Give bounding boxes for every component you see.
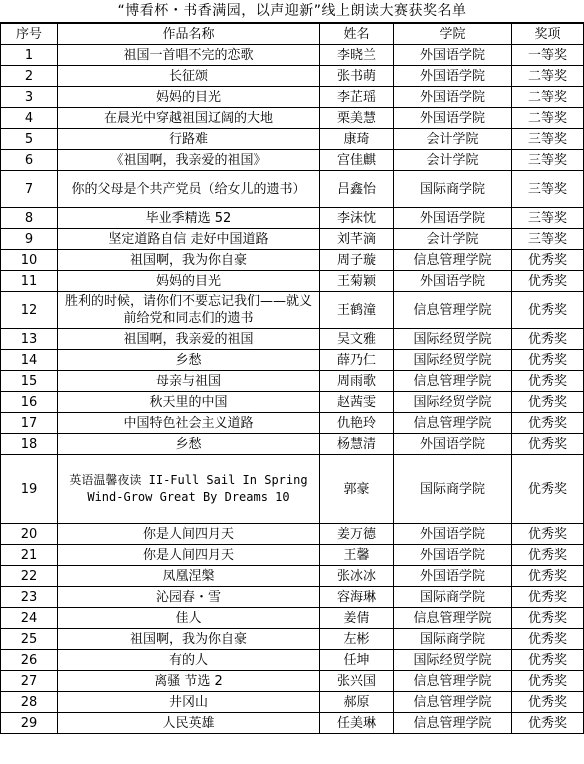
award-level: 优秀奖 — [512, 713, 584, 734]
award-level: 二等奖 — [512, 66, 584, 87]
award-level: 优秀奖 — [512, 524, 584, 545]
table-row — [1, 129, 584, 150]
work-title: 祖国啊，我为你自豪 — [58, 629, 320, 650]
award-level: 优秀奖 — [512, 671, 584, 692]
college-name: 外国语学院 — [394, 108, 512, 129]
college-name: 信息管理学院 — [394, 692, 512, 713]
work-title: 凤凰涅槃 — [58, 566, 320, 587]
work-title: 秋天里的中国 — [58, 392, 320, 413]
participant-name: 王馨 — [320, 545, 394, 566]
college-name: 会计学院 — [394, 150, 512, 171]
table-row — [1, 87, 584, 108]
work-title: 祖国一首唱不完的恋歌 — [58, 45, 320, 66]
row-number: 6 — [1, 150, 58, 171]
work-title: 人民英雄 — [58, 713, 320, 734]
work-title: 英语温馨夜读 II-Full Sail In Spring Wind-Grow Great By Dreams 10 — [58, 455, 320, 524]
row-number: 1 — [1, 45, 58, 66]
table-row — [1, 350, 584, 371]
work-title: 你是人间四月天 — [58, 545, 320, 566]
participant-name: 薛乃仁 — [320, 350, 394, 371]
row-number: 12 — [1, 292, 58, 329]
participant-name: 仇艳玲 — [320, 413, 394, 434]
work-title: 毕业季精选 52 — [58, 208, 320, 229]
college-name: 外国语学院 — [394, 208, 512, 229]
award-level: 三等奖 — [512, 171, 584, 208]
work-title: 母亲与祖国 — [58, 371, 320, 392]
table-row — [1, 713, 584, 734]
header-number: 序号 — [1, 24, 58, 45]
college-name: 信息管理学院 — [394, 292, 512, 329]
participant-name: 张冰冰 — [320, 566, 394, 587]
award-level: 优秀奖 — [512, 271, 584, 292]
award-level: 优秀奖 — [512, 608, 584, 629]
award-level: 优秀奖 — [512, 250, 584, 271]
participant-name: 姜倩 — [320, 608, 394, 629]
work-title: 坚定道路自信 走好中国道路 — [58, 229, 320, 250]
college-name: 外国语学院 — [394, 271, 512, 292]
participant-name: 张兴国 — [320, 671, 394, 692]
table-row — [1, 434, 584, 455]
award-level: 优秀奖 — [512, 413, 584, 434]
table-row — [1, 545, 584, 566]
table-row — [1, 608, 584, 629]
table-row — [1, 671, 584, 692]
work-title: 在晨光中穿越祖国辽阔的大地 — [58, 108, 320, 129]
college-name: 会计学院 — [394, 229, 512, 250]
header-college: 学院 — [394, 24, 512, 45]
work-title: 你是人间四月天 — [58, 524, 320, 545]
participant-name: 周雨歌 — [320, 371, 394, 392]
college-name: 外国语学院 — [394, 45, 512, 66]
college-name: 信息管理学院 — [394, 608, 512, 629]
work-title: 你的父母是个共产党员（给女儿的遗书） — [58, 171, 320, 208]
table-row — [1, 108, 584, 129]
college-name: 外国语学院 — [394, 434, 512, 455]
college-name: 国际经贸学院 — [394, 392, 512, 413]
table-row — [1, 329, 584, 350]
participant-name: 王鹤潼 — [320, 292, 394, 329]
participant-name: 张书萌 — [320, 66, 394, 87]
participant-name: 赵茜雯 — [320, 392, 394, 413]
college-name: 信息管理学院 — [394, 371, 512, 392]
work-title: 沁园春・雪 — [58, 587, 320, 608]
table-row — [1, 413, 584, 434]
row-number: 17 — [1, 413, 58, 434]
row-number: 25 — [1, 629, 58, 650]
participant-name: 李芷瑶 — [320, 87, 394, 108]
award-level: 优秀奖 — [512, 545, 584, 566]
award-level: 优秀奖 — [512, 650, 584, 671]
college-name: 国际商学院 — [394, 455, 512, 524]
award-level: 优秀奖 — [512, 392, 584, 413]
table-row — [1, 455, 584, 524]
work-title: 祖国啊，我为你自豪 — [58, 250, 320, 271]
row-number: 7 — [1, 171, 58, 208]
participant-name: 周子璇 — [320, 250, 394, 271]
work-title: 有的人 — [58, 650, 320, 671]
work-title: 《祖国啊，我亲爱的祖国》 — [58, 150, 320, 171]
award-level: 优秀奖 — [512, 692, 584, 713]
award-table — [0, 23, 584, 734]
document-title: “博看杯・书香满园，以声迎新”线上朗读大赛获奖名单 — [0, 0, 584, 23]
row-number: 29 — [1, 713, 58, 734]
college-name: 国际经贸学院 — [394, 650, 512, 671]
participant-name: 郭豪 — [320, 455, 394, 524]
participant-name: 刘芊滴 — [320, 229, 394, 250]
work-title: 井冈山 — [58, 692, 320, 713]
work-title: 祖国啊，我亲爱的祖国 — [58, 329, 320, 350]
award-level: 优秀奖 — [512, 629, 584, 650]
row-number: 27 — [1, 671, 58, 692]
participant-name: 栗美慧 — [320, 108, 394, 129]
row-number: 11 — [1, 271, 58, 292]
table-row — [1, 229, 584, 250]
award-level: 优秀奖 — [512, 292, 584, 329]
table-row — [1, 250, 584, 271]
table-row — [1, 292, 584, 329]
work-title: 乡愁 — [58, 434, 320, 455]
college-name: 会计学院 — [394, 129, 512, 150]
row-number: 15 — [1, 371, 58, 392]
work-title: 乡愁 — [58, 350, 320, 371]
header-work-title: 作品名称 — [58, 24, 320, 45]
college-name: 国际商学院 — [394, 171, 512, 208]
table-row — [1, 587, 584, 608]
participant-name: 王菊颖 — [320, 271, 394, 292]
work-title: 中国特色社会主义道路 — [58, 413, 320, 434]
participant-name: 吴文雅 — [320, 329, 394, 350]
table-row — [1, 208, 584, 229]
row-number: 28 — [1, 692, 58, 713]
table-row — [1, 692, 584, 713]
award-level: 三等奖 — [512, 208, 584, 229]
award-level: 二等奖 — [512, 87, 584, 108]
award-level: 一等奖 — [512, 45, 584, 66]
row-number: 8 — [1, 208, 58, 229]
row-number: 23 — [1, 587, 58, 608]
table-body — [1, 45, 584, 734]
work-title: 妈妈的目光 — [58, 87, 320, 108]
award-level: 优秀奖 — [512, 371, 584, 392]
college-name: 国际商学院 — [394, 587, 512, 608]
participant-name: 郝原 — [320, 692, 394, 713]
award-level: 三等奖 — [512, 229, 584, 250]
row-number: 3 — [1, 87, 58, 108]
participant-name: 姜万德 — [320, 524, 394, 545]
table-row — [1, 524, 584, 545]
award-level: 优秀奖 — [512, 329, 584, 350]
table-row — [1, 271, 584, 292]
table-row — [1, 66, 584, 87]
college-name: 国际经贸学院 — [394, 329, 512, 350]
header-name: 姓名 — [320, 24, 394, 45]
row-number: 19 — [1, 455, 58, 524]
participant-name: 容海琳 — [320, 587, 394, 608]
participant-name: 康琦 — [320, 129, 394, 150]
table-row — [1, 566, 584, 587]
college-name: 信息管理学院 — [394, 413, 512, 434]
table-row — [1, 171, 584, 208]
award-level: 优秀奖 — [512, 455, 584, 524]
row-number: 2 — [1, 66, 58, 87]
college-name: 国际商学院 — [394, 629, 512, 650]
work-title: 离骚 节选 2 — [58, 671, 320, 692]
college-name: 国际经贸学院 — [394, 350, 512, 371]
participant-name: 左彬 — [320, 629, 394, 650]
work-title: 佳人 — [58, 608, 320, 629]
table-row — [1, 45, 584, 66]
participant-name: 杨慧清 — [320, 434, 394, 455]
table-row — [1, 392, 584, 413]
award-level: 三等奖 — [512, 150, 584, 171]
college-name: 信息管理学院 — [394, 713, 512, 734]
work-title: 长征颂 — [58, 66, 320, 87]
work-title: 胜利的时候，请你们不要忘记我们——就义前给党和同志们的遗书 — [58, 292, 320, 329]
award-level: 三等奖 — [512, 129, 584, 150]
table-row — [1, 650, 584, 671]
row-number: 5 — [1, 129, 58, 150]
row-number: 22 — [1, 566, 58, 587]
header-row — [1, 24, 584, 45]
award-level: 优秀奖 — [512, 566, 584, 587]
award-level: 二等奖 — [512, 108, 584, 129]
table-row — [1, 150, 584, 171]
row-number: 14 — [1, 350, 58, 371]
row-number: 20 — [1, 524, 58, 545]
award-level: 优秀奖 — [512, 350, 584, 371]
college-name: 外国语学院 — [394, 87, 512, 108]
row-number: 26 — [1, 650, 58, 671]
participant-name: 宫佳麒 — [320, 150, 394, 171]
table-row — [1, 629, 584, 650]
college-name: 外国语学院 — [394, 66, 512, 87]
award-level: 优秀奖 — [512, 434, 584, 455]
work-title: 妈妈的目光 — [58, 271, 320, 292]
participant-name: 李晓兰 — [320, 45, 394, 66]
row-number: 18 — [1, 434, 58, 455]
participant-name: 任美琳 — [320, 713, 394, 734]
college-name: 信息管理学院 — [394, 671, 512, 692]
row-number: 10 — [1, 250, 58, 271]
participant-name: 任坤 — [320, 650, 394, 671]
participant-name: 李沫忱 — [320, 208, 394, 229]
award-level: 优秀奖 — [512, 587, 584, 608]
college-name: 外国语学院 — [394, 524, 512, 545]
row-number: 21 — [1, 545, 58, 566]
header-award: 奖项 — [512, 24, 584, 45]
college-name: 外国语学院 — [394, 545, 512, 566]
row-number: 4 — [1, 108, 58, 129]
table-row — [1, 371, 584, 392]
college-name: 信息管理学院 — [394, 250, 512, 271]
work-title: 行路难 — [58, 129, 320, 150]
row-number: 13 — [1, 329, 58, 350]
row-number: 9 — [1, 229, 58, 250]
participant-name: 吕鑫怡 — [320, 171, 394, 208]
row-number: 24 — [1, 608, 58, 629]
college-name: 外国语学院 — [394, 566, 512, 587]
row-number: 16 — [1, 392, 58, 413]
